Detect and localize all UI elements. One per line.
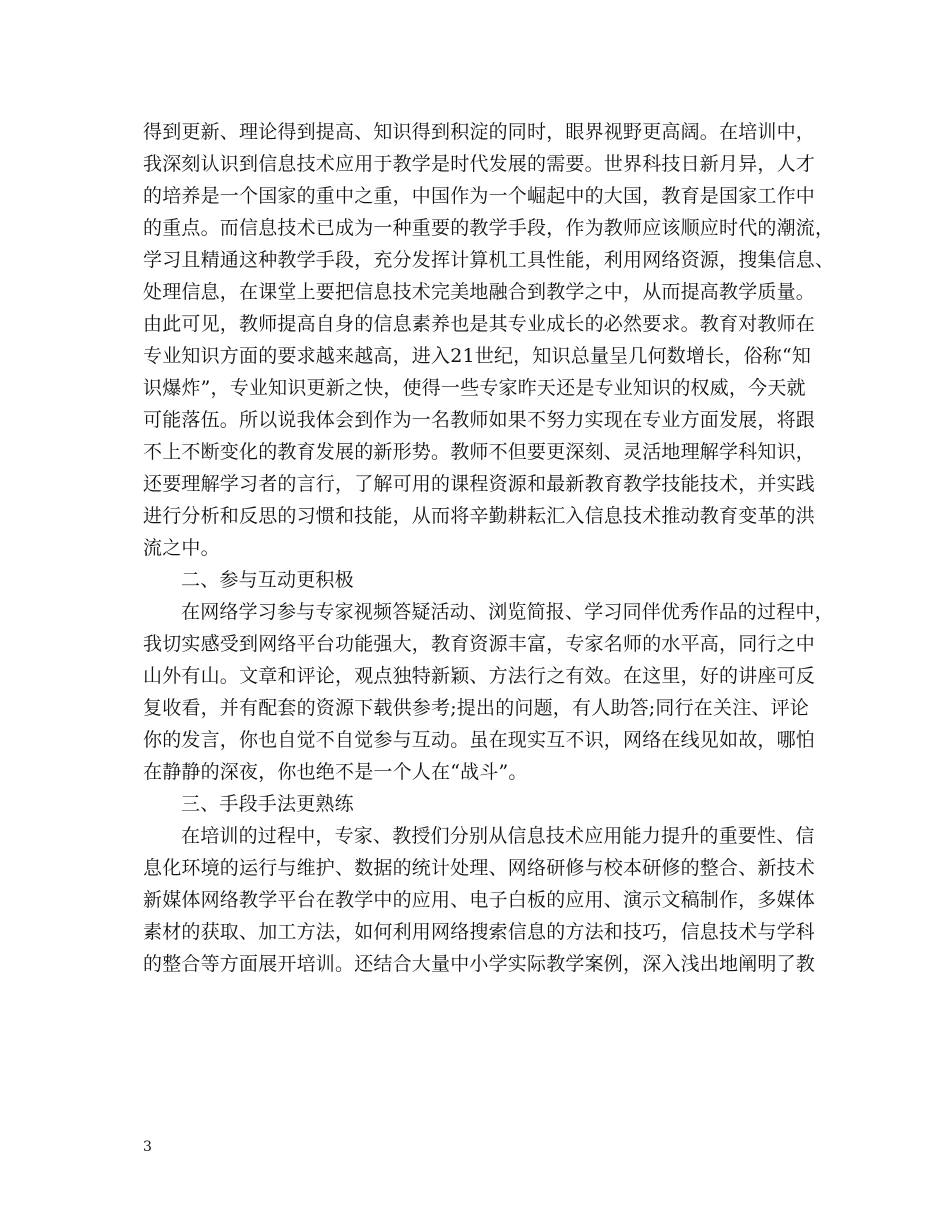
paragraph-line: 我切实感受到网络平台功能强大，教育资源丰富，专家名师的水平高，同行之中: [143, 633, 816, 655]
document-body: [143, 116, 835, 980]
paragraph-line: 你的发言，你也自觉不自觉参与互动。虽在现实互不识，网络在线见如故，哪怕: [143, 729, 816, 751]
paragraph-line: 处理信息，在课堂上要把信息技术完美地融合到教学之中，从而提高教学质量。: [143, 281, 816, 303]
paragraph-line: 的整合等方面展开培训。还结合大量中小学实际教学案例，深入浅出地阐明了教: [143, 953, 816, 975]
paragraph-line: 的重点。而信息技术已成为一种重要的教学手段，作为教师应该顺应时代的潮流，: [143, 217, 835, 239]
paragraph-line: 识爆炸”，专业知识更新之快，使得一些专家昨天还是专业知识的权威，今天就: [143, 377, 806, 399]
paragraph-line: 息化环境的运行与维护、数据的统计处理、网络研修与校本研修的整合、新技术: [143, 857, 816, 879]
section-heading: 三、手段手法更熟练: [181, 793, 354, 815]
paragraph-line: 还要理解学习者的言行，了解可用的课程资源和最新教育教学技能技术，并实践: [143, 473, 816, 495]
paragraph-line: 我深刻认识到信息技术应用于教学是时代发展的需要。世界科技日新月异，人才: [143, 153, 816, 175]
paragraph-line: 由此可见，教师提高自身的信息素养也是其专业成长的必然要求。教育对教师在: [143, 313, 816, 335]
paragraph-line: 的培养是一个国家的重中之重，中国作为一个崛起中的大国，教育是国家工作中: [143, 185, 816, 207]
paragraph-line: 素材的获取、加工方法，如何利用网络搜索信息的方法和技巧，信息技术与学科: [143, 921, 816, 943]
paragraph-line: 流之中。: [143, 537, 220, 559]
paragraph-line: 得到更新、理论得到提高、知识得到积淀的同时，眼界视野更高阔。在培训中，: [143, 121, 816, 143]
paragraph-line: 进行分析和反思的习惯和技能，从而将辛勤耕耘汇入信息技术推动教育变革的洪: [143, 505, 816, 527]
paragraph-line: 新媒体网络教学平台在教学中的应用、电子白板的应用、演示文稿制作，多媒体: [143, 889, 816, 911]
paragraph-line: 在网络学习参与专家视频答疑活动、浏览简报、学习同伴优秀作品的过程中，: [181, 601, 834, 623]
section-heading: 二、参与互动更积极: [181, 569, 354, 591]
paragraph-line: 山外有山。文章和评论，观点独特新颖、方法行之有效。在这里，好的讲座可反: [143, 665, 816, 687]
paragraph-line: 在静静的深夜，你也绝不是一个人在“战斗”。: [143, 761, 528, 783]
paragraph-line: 学习且精通这种教学手段，充分发挥计算机工具性能，利用网络资源，搜集信息、: [143, 249, 835, 271]
page-number: 3: [143, 1139, 152, 1155]
paragraph-line: 不上不断变化的教育发展的新形势。教师不但要更深刻、灵活地理解学科知识，: [143, 441, 816, 463]
paragraph-line: 复收看，并有配套的资源下载供参考;提出的问题，有人助答;同行在关注、评论: [143, 697, 810, 719]
paragraph-line: 在培训的过程中，专家、教授们分别从信息技术应用能力提升的重要性、信: [181, 825, 815, 847]
paragraph-line: 可能落伍。所以说我体会到作为一名教师如果不努力实现在专业方面发展，将跟: [143, 409, 816, 431]
paragraph-line: 专业知识方面的要求越来越高，进入21世纪，知识总量呈几何数增长，俗称“知: [143, 345, 812, 367]
